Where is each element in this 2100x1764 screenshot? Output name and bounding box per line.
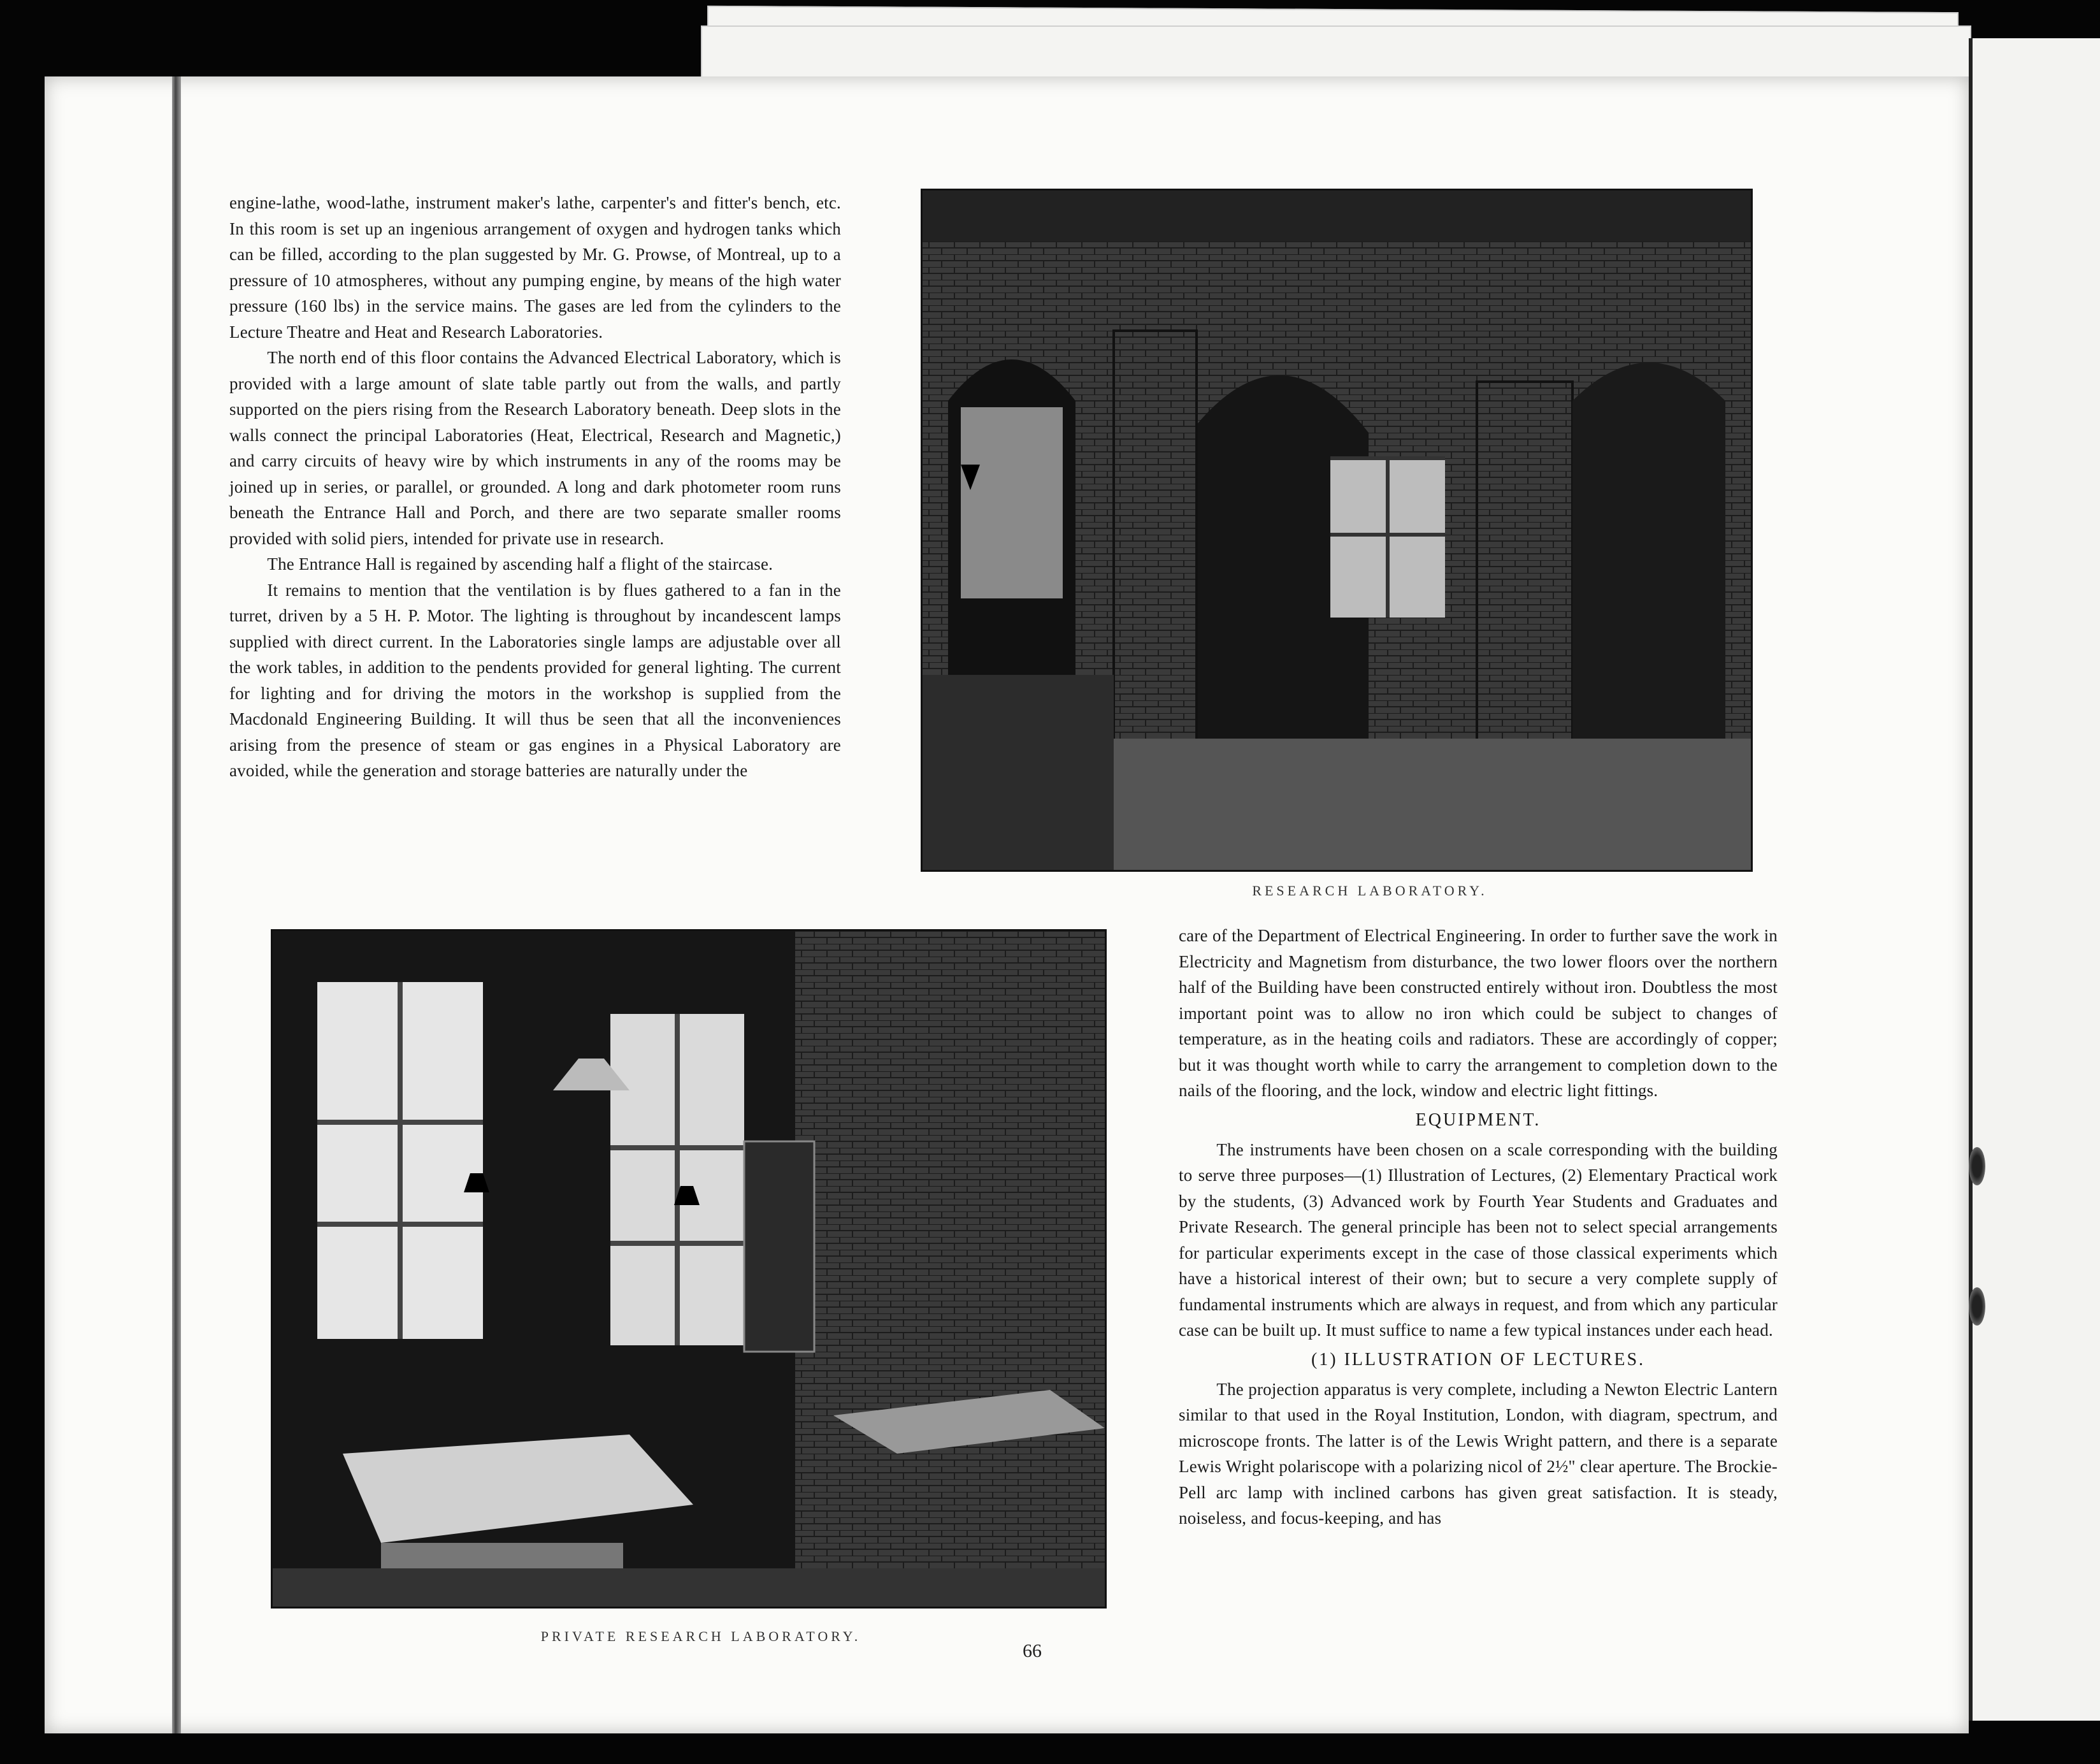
paragraph: The instruments have been chosen on a scale corresponding with the building to serve three purposes—(1) Illustration of Lectures, (2) Elementary Practical work by the students, (3) Advanced work by Fourth Year Students and Graduates and Private Research. The general principle has been not to select special arrangements for particular experiments except in the case of those classical experiments which have a historical interest of their own; but to secure a very complete supply of fundamental instruments which are always in request, and from which any particular case can be built up. It must suffice to name a few typical instances under each head. — [1179, 1139, 1778, 1340]
paragraph: The Entrance Hall is regained by ascending half a flight of the staircase. — [267, 554, 773, 574]
left-text-column — [229, 190, 841, 784]
paragraph: It remains to mention that the ventilation is by flues gathered to a fan in the turret, driven by a 5 H. P. Motor. The lighting is throughout by incandescent lamps supplied with direct current. In the Laboratories single lamps are adjustable over all the work tables, in addition to the pendents provided for general lighting. The current for lighting and for driving the motors in the workshop is supplied from the Macdonald Engineering Building. It will thus be seen that all the inconveniences arising from the presence of steam or gas engines in a Physical Laboratory are avoided, while the generation and storage batteries are naturally under the — [229, 580, 841, 780]
paragraph: care of the Department of Electrical Engineering. In order to further save the work in Electricity and Magnetism from disturbance, the two lower floors over the northern half of the Building have been constructed entirely without iron. Doubtless the most important point was to allow no iron which could be subject to changes of temperature, as in the heating coils and radiators. These are accordingly of copper; but it was thought worth while to carry the arrangement to completion down to the nails of the flooring, and the lock, window and electric light fittings. — [1179, 926, 1778, 1100]
private-research-laboratory-photo — [271, 929, 1107, 1609]
research-laboratory-caption: RESEARCH LABORATORY. — [1252, 883, 1488, 899]
section-heading-equipment: EQUIPMENT. — [1415, 1110, 1541, 1130]
private-research-laboratory-illustration — [273, 931, 1105, 1607]
binding-clip — [1969, 1287, 1985, 1326]
research-laboratory-photo — [921, 189, 1753, 872]
binding-clip — [1969, 1147, 1985, 1185]
paragraph: engine-lathe, wood-lathe, instrument maker's lathe, carpenter's and fitter's bench, etc. In this room is set up an ingenious arrangement of oxygen and hydrogen tanks which can be filled, according to the plan suggested by Mr. G. Prowse, of Montreal, up to a pressure of 10 atmospheres, without any pumping engine, by means of the high water pressure (160 lbs) in the service mains. The gases are led from the cylinders to the Lecture Theatre and Heat and Research Laboratories. — [229, 193, 841, 342]
paragraph: The north end of this floor contains the Advanced Electrical Laboratory, which is provided with a large amount of slate table partly out from the walls, and partly supported on the piers rising from the Research Laboratory beneath. Deep slots in the walls connect the principal Laboratories (Heat, Electrical, Research and Magnetic,) and carry circuits of heavy wire by which instruments in any of the rooms may be joined up in series, or parallel, or grounded. A long and dark photometer room runs beneath the Entrance Hall and Porch, and there are two separate smaller rooms provided with solid piers, intended for private use in research. — [229, 348, 841, 548]
facing-page-edge — [1969, 38, 2100, 1721]
paragraph: The projection apparatus is very complete, including a Newton Electric Lantern similar to that used in the Royal Institution, London, with diagram, spectrum, and microscope fronts. The latter is of the Lewis Wright pattern, and there is a separate Lewis Wright polariscope with a polarizing nicol of 2½" clear aperture. The Brockie-Pell arc lamp with inclined carbons has given great satisfaction. It is steady, noiseless, and focus-keeping, and has — [1179, 1379, 1778, 1528]
section-heading-lectures: (1) ILLUSTRATION OF LECTURES. — [1311, 1349, 1646, 1370]
page-number: 66 — [1023, 1640, 1042, 1661]
right-text-column — [1179, 923, 1778, 1531]
binding-gutter — [172, 76, 181, 1733]
scan-second-sheet-edge — [701, 25, 1971, 79]
research-laboratory-illustration — [923, 191, 1751, 870]
private-research-laboratory-caption: PRIVATE RESEARCH LABORATORY. — [540, 1628, 861, 1644]
